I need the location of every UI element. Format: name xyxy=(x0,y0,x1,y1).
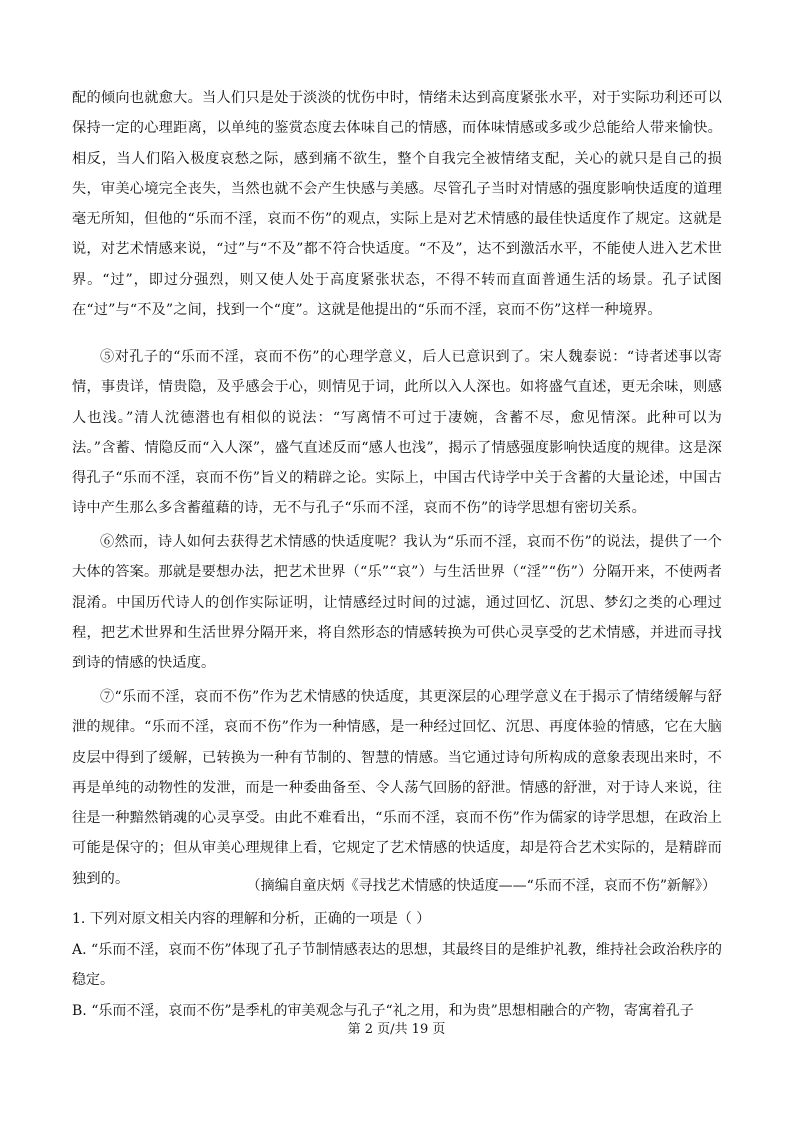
question-stem: 1. 下列对原文相关内容的理解和分析，正确的一项是（ ） xyxy=(72,911,431,927)
paragraph-5: ⑤对孔子的“乐而不淫，哀而不伤”的心理学意义，后人已意识到了。宋人魏泰说：“诗者述事以寄情，事贵详，情贵隐，及乎感会于心，则情见于词，此所以入人深也。如将盛气直述，更无余味，则感人也浅。”清人沈德潜也有相似的说法：“写离情不可过于凄婉，含蓄不尽，愈见情深。此种可以为法。”含蓄、情隐反而“入人深”，盛气直述反而“感人也浅”，揭示了情感强度影响快适度的规律。这是深得孔子“乐而不淫，哀而不伤”旨义的精辟之论。实际上，中国古代诗学中关于含蓄的大量论述，中国古诗中产生那么多含蓄蕴藉的诗，无不与孔子“乐而不淫，哀而不伤”的诗学思想有密切关系。 xyxy=(72,349,722,517)
paragraph-7: ⑦“乐而不淫，哀而不伤”作为艺术情感的快适度，其更深层的心理学意义在于揭示了情绪缓解与舒泄的规律。“乐而不淫，哀而不伤”作为一种情感，是一种经过回忆、沉思、再度体验的情感，它在大脑皮层中得到了缓解，已转换为一种有节制的、智慧的情感。当它通过诗句所构成的意象表现出来时，不再是单纯的动物性的发泄，而是一种委曲备至、令人荡气回肠的舒泄。情感的舒泄，对于诗人来说，往往是一种黯然销魂的心灵享受。由此不难看出，“乐而不淫，哀而不伤”作为儒家的诗学思想，在政治上可能是保守的；但从审美心理规律上看，它规定了艺术情感的快适度，却是符合艺术实际的，是精辟而独到的。 xyxy=(72,689,722,887)
question-option-a: A. “乐而不淫，哀而不伤”体现了孔子节制情感表达的思想，其最终目的是维护礼教，维持社会政治秩序的稳定。 xyxy=(72,942,722,988)
question-option-b: B. “乐而不淫，哀而不伤”是季札的审美观念与孔子“礼之用，和为贵”思想相融合的产物，寄寓着孔子 xyxy=(72,1003,694,1019)
page-footer: 第 2 页/共 19 页 xyxy=(347,1022,446,1037)
source-citation: （摘编自童庆炳《寻找艺术情感的快适度——“乐而不淫，哀而不伤”新解》） xyxy=(246,878,716,894)
paragraph-4-continuation: 配的倾向也就愈大。当人们只是处于淡淡的忧伤中时，情绪未达到高度紧张水平，对于实际功利还可以保持一定的心理距离，以单纯的鉴赏态度去体味自己的情感，而体味情感或多或少总能给人带来愉快。相反，当人们陷入极度哀愁之际，感到痛不欲生，整个自我完全被情绪支配，关心的就只是自己的损失，审美心境完全丧失，当然也就不会产生快感与美感。尽管孔子当时对情感的强度影响快适度的道理毫无所知，但他的“乐而不淫，哀而不伤”的观点，实际上是对艺术情感的最佳快适度作了规定。这就是说，对艺术情感来说，“过”与“不及”都不符合快适度。“不及”，达不到激活水平，不能使人进入艺术世界。“过”，即过分强烈，则又使人处于高度紧张状态，不得不转而直面普通生活的场景。孔子试图在“过”与“不及”之间，找到一个“度”。这就是他提出的“乐而不淫，哀而不伤”这样一种境界。 xyxy=(72,90,722,319)
paragraph-6: ⑥然而，诗人如何去获得艺术情感的快适度呢？我认为“乐而不淫，哀而不伤”的说法，提供了一个大体的答案。那就是要想办法，把艺术世界（“乐”“哀”）与生活世界（“淫”“伤”）分隔开来，不使两者混淆。中国历代诗人的创作实际证明，让情感经过时间的过滤，通过回忆、沉思、梦幻之类的心理过程，把艺术世界和生活世界分隔开来，将自然形态的情感转换为可供心灵享受的艺术情感，并进而寻找到诗的情感的快适度。 xyxy=(72,534,722,672)
